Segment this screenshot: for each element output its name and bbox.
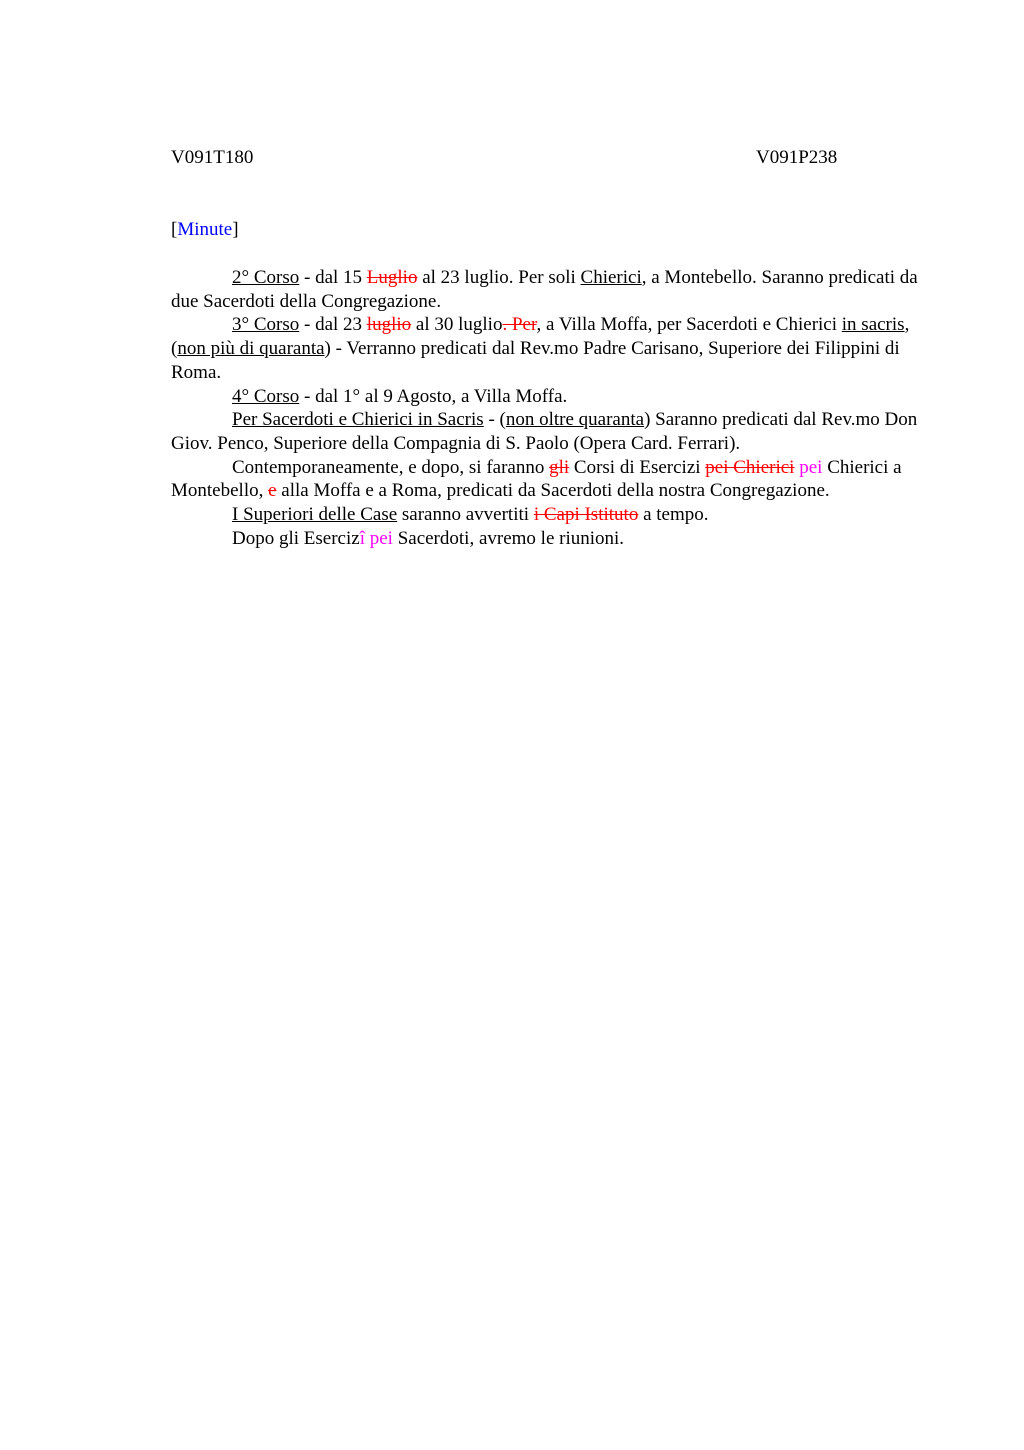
paragraph-priests xyxy=(171,408,931,455)
text-run: ) Saranno predicati dal Rev.mo Don Giov. Penco, Superiore della Compagnia di S. Paolo (Opera Card. Ferrari). xyxy=(171,409,918,454)
paragraph-meetings xyxy=(171,527,931,551)
inserted-text: pei xyxy=(799,456,823,478)
text-run: - ( xyxy=(483,409,506,431)
underlined-text: Chierici xyxy=(580,267,642,288)
course-heading: 4° Corso xyxy=(232,385,300,407)
text-run: Dopo gli Eserciz xyxy=(232,527,360,549)
course-heading: 3° Corso xyxy=(232,314,300,336)
text-run: , a Montebello. Saranno predicati da due Sacerdoti della Congregazione. xyxy=(171,267,918,312)
text-run: Contemporaneamente, e dopo, si faranno xyxy=(232,456,550,478)
inserted-text: pei xyxy=(369,527,393,549)
text-run: ) - Verranno predicati dal Rev.mo Padre Carisano, Superiore dei Filippini di Roma. xyxy=(171,338,900,383)
deleted-text: luglio xyxy=(366,314,412,336)
underlined-text: Per Sacerdoti e Chierici in Sacris xyxy=(232,409,484,431)
paragraph-contemporaneously xyxy=(171,456,931,503)
document-id-right: V091P238 xyxy=(756,147,838,168)
text-run: Corsi di Esercizi xyxy=(569,456,706,478)
underlined-text: non più di quaranta xyxy=(177,338,325,360)
text-run: - dal 1° al 9 Agosto, a Villa Moffa. xyxy=(299,385,568,407)
minute-tag xyxy=(171,218,239,242)
deleted-text: gli xyxy=(549,456,570,478)
minute-label: Minute xyxy=(177,219,233,240)
deleted-text: i Capi Istituto xyxy=(533,504,639,526)
text-run: al 30 luglio xyxy=(411,314,503,336)
document-body xyxy=(171,266,931,550)
text-run: al 23 luglio. Per soli xyxy=(417,267,581,288)
deleted-text: pei Chierici xyxy=(705,456,795,478)
deleted-text: Luglio xyxy=(366,267,418,288)
text-run: Sacerdoti, avremo le riunioni. xyxy=(392,527,625,549)
text-run: , a Villa Moffa, per Sacerdoti e Chierici xyxy=(536,314,842,336)
underlined-text: I Superiori delle Case xyxy=(232,504,398,526)
inserted-text: î xyxy=(359,527,365,549)
paragraph-superiors xyxy=(171,503,931,527)
text-run: a tempo. xyxy=(638,504,709,526)
text-run: saranno avvertiti xyxy=(397,504,534,526)
text-run: , ( xyxy=(171,314,910,360)
text-run: alla Moffa e a Roma, predicati da Sacerdoti della nostra Congregazione. xyxy=(276,480,830,502)
text-run: - dal 15 xyxy=(299,267,367,288)
deleted-text: . Per xyxy=(502,314,537,336)
minute-bracket-close: ] xyxy=(232,219,239,240)
minute-bracket-open: [ xyxy=(171,219,178,240)
underlined-text: in sacris xyxy=(841,314,905,336)
paragraph-course-3 xyxy=(171,313,931,384)
document-id-left: V091T180 xyxy=(171,147,254,168)
paragraph-course-2 xyxy=(171,266,931,313)
course-heading: 2° Corso xyxy=(232,267,300,288)
deleted-text: e xyxy=(268,480,277,502)
paragraph-course-4 xyxy=(171,385,931,409)
text-run: - dal 23 xyxy=(299,314,367,336)
underlined-text: non oltre quaranta xyxy=(505,409,645,431)
text-run: Chierici a Montebello, xyxy=(171,456,902,502)
